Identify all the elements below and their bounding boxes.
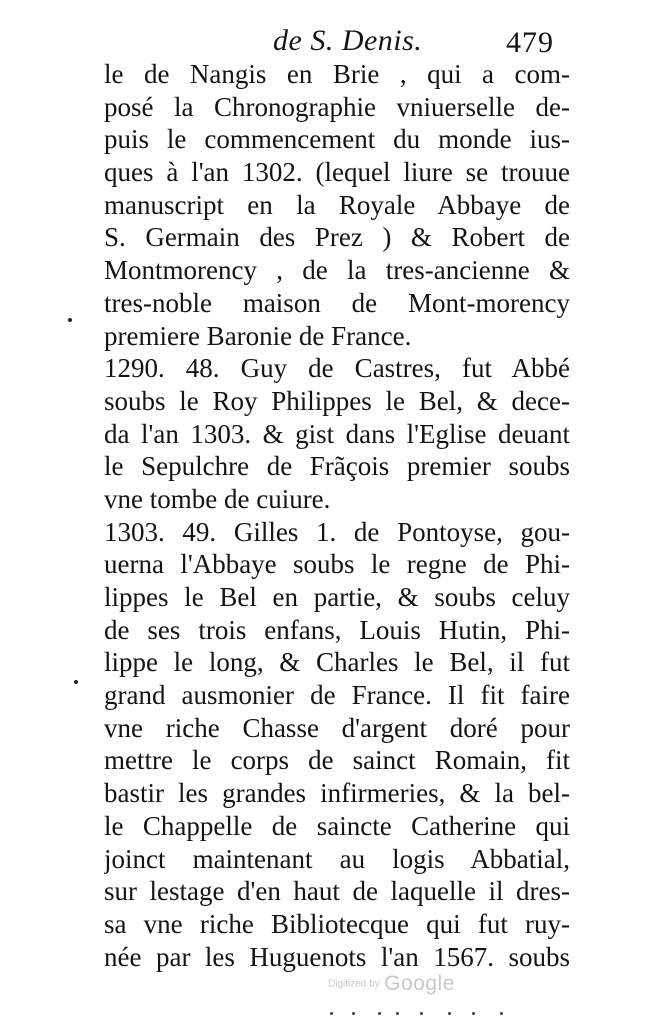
- text-line: puis le commencement du monde ius-: [104, 124, 570, 155]
- page-number: 479: [506, 26, 554, 59]
- text-line: 1303. 49. Gilles 1. de Pontoyse, gou-: [104, 516, 570, 547]
- text-line: le Chappelle de saincte Catherine qui: [104, 810, 570, 841]
- running-head: de S. Denis.: [273, 24, 423, 57]
- google-logo: Google: [384, 972, 455, 995]
- text-line: joinct maintenant au logis Abbatial,: [104, 843, 570, 874]
- text-line: 1290. 48. Guy de Castres, fut Abbé: [104, 353, 570, 384]
- body-text: [104, 58, 570, 973]
- digitized-by-text: Digitized by: [328, 978, 380, 990]
- text-line: bastir les grandes infirmeries, & la bel-: [104, 778, 570, 809]
- text-line: lippes le Bel en partie, & soubs celuy: [104, 582, 570, 612]
- text-line: grand ausmonier de France. Il fit faire: [104, 680, 570, 711]
- text-line: manuscript en la Royale Abbaye de: [104, 189, 570, 220]
- text-line: soubs le Roy Philippes le Bel, & dece-: [104, 385, 570, 416]
- bottom-specks: [330, 1012, 510, 1018]
- margin-speck: [74, 680, 78, 684]
- text-line: sur lestage d'en haut de laquelle il dres-: [104, 876, 570, 907]
- text-line: sa vne riche Bibliotecque qui fut ruy-: [104, 908, 570, 939]
- text-line: premiere Baronie de France.: [104, 320, 412, 351]
- text-line: de ses trois enfans, Louis Hutin, Phi-: [104, 614, 570, 645]
- text-line: lippe le long, & Charles le Bel, il fut: [104, 647, 570, 678]
- page-header: [0, 22, 664, 62]
- text-line: ques à l'an 1302. (lequel liure se trouue: [104, 157, 570, 188]
- text-line: Montmorency , de la tres-ancienne &: [104, 255, 570, 286]
- text-line: vne riche Chasse d'argent doré pour: [104, 712, 570, 743]
- text-line: da l'an 1303. & gist dans l'Eglise deuant: [104, 418, 570, 449]
- text-line: uerna l'Abbaye soubs le regne de Phi-: [104, 549, 570, 580]
- text-line: le de Nangis en Brie , qui a com-: [104, 59, 570, 89]
- text-line: vne tombe de cuiure.: [104, 483, 331, 514]
- margin-speck: [68, 318, 72, 322]
- text-line: le Sepulchre de Frãçois premier soubs: [104, 451, 570, 482]
- text-line: née par les Huguenots l'an 1567. soubs: [104, 941, 570, 972]
- text-line: mettre le corps de sainct Romain, fit: [104, 745, 570, 776]
- digitized-watermark: [328, 972, 455, 996]
- text-line: S. Germain des Prez ) & Robert de: [104, 222, 570, 253]
- text-line: tres-noble maison de Mont-morency: [104, 287, 570, 318]
- text-line: posé la Chronographie vniuerselle de-: [104, 91, 570, 122]
